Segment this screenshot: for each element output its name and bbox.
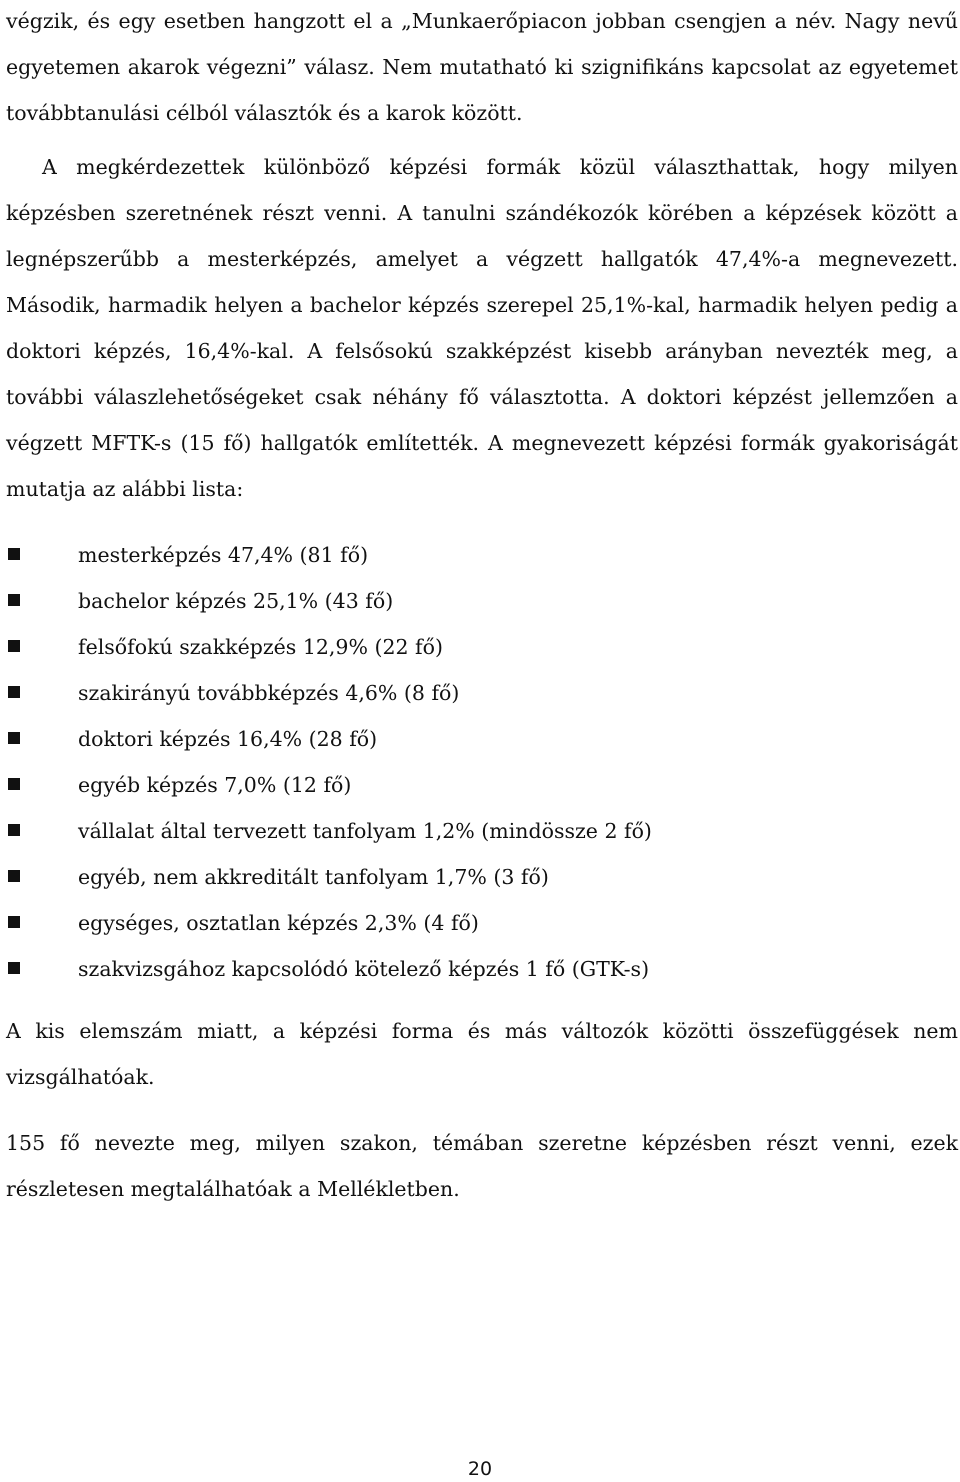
list-item: szakirányú továbbképzés 4,6% (8 fő) (0, 670, 960, 716)
paragraph-small-sample: A kis elemszám miatt, a képzési forma és más változók közötti összefüggések nem vizsgálhatóak. (6, 1019, 958, 1089)
paragraph-intro-tail: végzik, és egy esetben hangzott el a „Munkaerőpiacon jobban csengjen a név. Nagy nevű egyetemen akarok végezni” válasz. Nem mutatható ki szignifikáns kapcsolat az egyetemet továbbtanulási célból választók és a karok között. (6, 9, 958, 125)
square-bullet-icon (8, 594, 20, 606)
square-bullet-icon (8, 732, 20, 744)
square-bullet-icon (8, 640, 20, 652)
square-bullet-icon (8, 916, 20, 928)
list-item: felsőfokú szakképzés 12,9% (22 fő) (0, 624, 960, 670)
list-item: egységes, osztatlan képzés 2,3% (4 fő) (0, 900, 960, 946)
list-item: doktori képzés 16,4% (28 fő) (0, 716, 960, 762)
list-item: szakvizsgához kapcsolódó kötelező képzés 1 fő (GTK-s) (0, 946, 960, 992)
list-item: vállalat által tervezett tanfolyam 1,2% (mindössze 2 fő) (0, 808, 960, 854)
square-bullet-icon (8, 824, 20, 836)
list-item: egyéb képzés 7,0% (12 fő) (0, 762, 960, 808)
list-item: bachelor képzés 25,1% (43 fő) (0, 578, 960, 624)
square-bullet-icon (8, 548, 20, 560)
paragraph-training-choice: A megkérdezettek különböző képzési formák közül választhattak, hogy milyen képzésben szeretnének részt venni. A tanulni szándékozók körében a képzések között a legnépszerűbb a mesterképzés, amelyet a végzett hallgatók 47,4%-a megnevezett. Második, harmadik helyen a bachelor képzés szerepel 25,1%-kal, harmadik helyen pedig a doktori képzés, 16,4%-kal. A felsősokú szakképzést kisebb arányban nevezték meg, a további válaszlehetőségeket csak néhány fő választotta. A doktori képzést jellemzően a végzett MFTK-s (15 fő) hallgatók említették. A megnevezett képzési formák gyakoriságát mutatja az alábbi lista: (6, 155, 958, 501)
list-item: mesterképzés 47,4% (81 fő) (0, 532, 960, 578)
square-bullet-icon (8, 870, 20, 882)
list-item: egyéb, nem akkreditált tanfolyam 1,7% (3 fő) (0, 854, 960, 900)
page-number: 20 (467, 1458, 493, 1480)
square-bullet-icon (8, 962, 20, 974)
paragraph-appendix: 155 fő nevezte meg, milyen szakon, témában szeretne képzésben részt venni, ezek részletesen megtalálhatóak a Mellékletben. (6, 1131, 958, 1201)
training-form-list (0, 532, 960, 992)
square-bullet-icon (8, 778, 20, 790)
square-bullet-icon (8, 686, 20, 698)
